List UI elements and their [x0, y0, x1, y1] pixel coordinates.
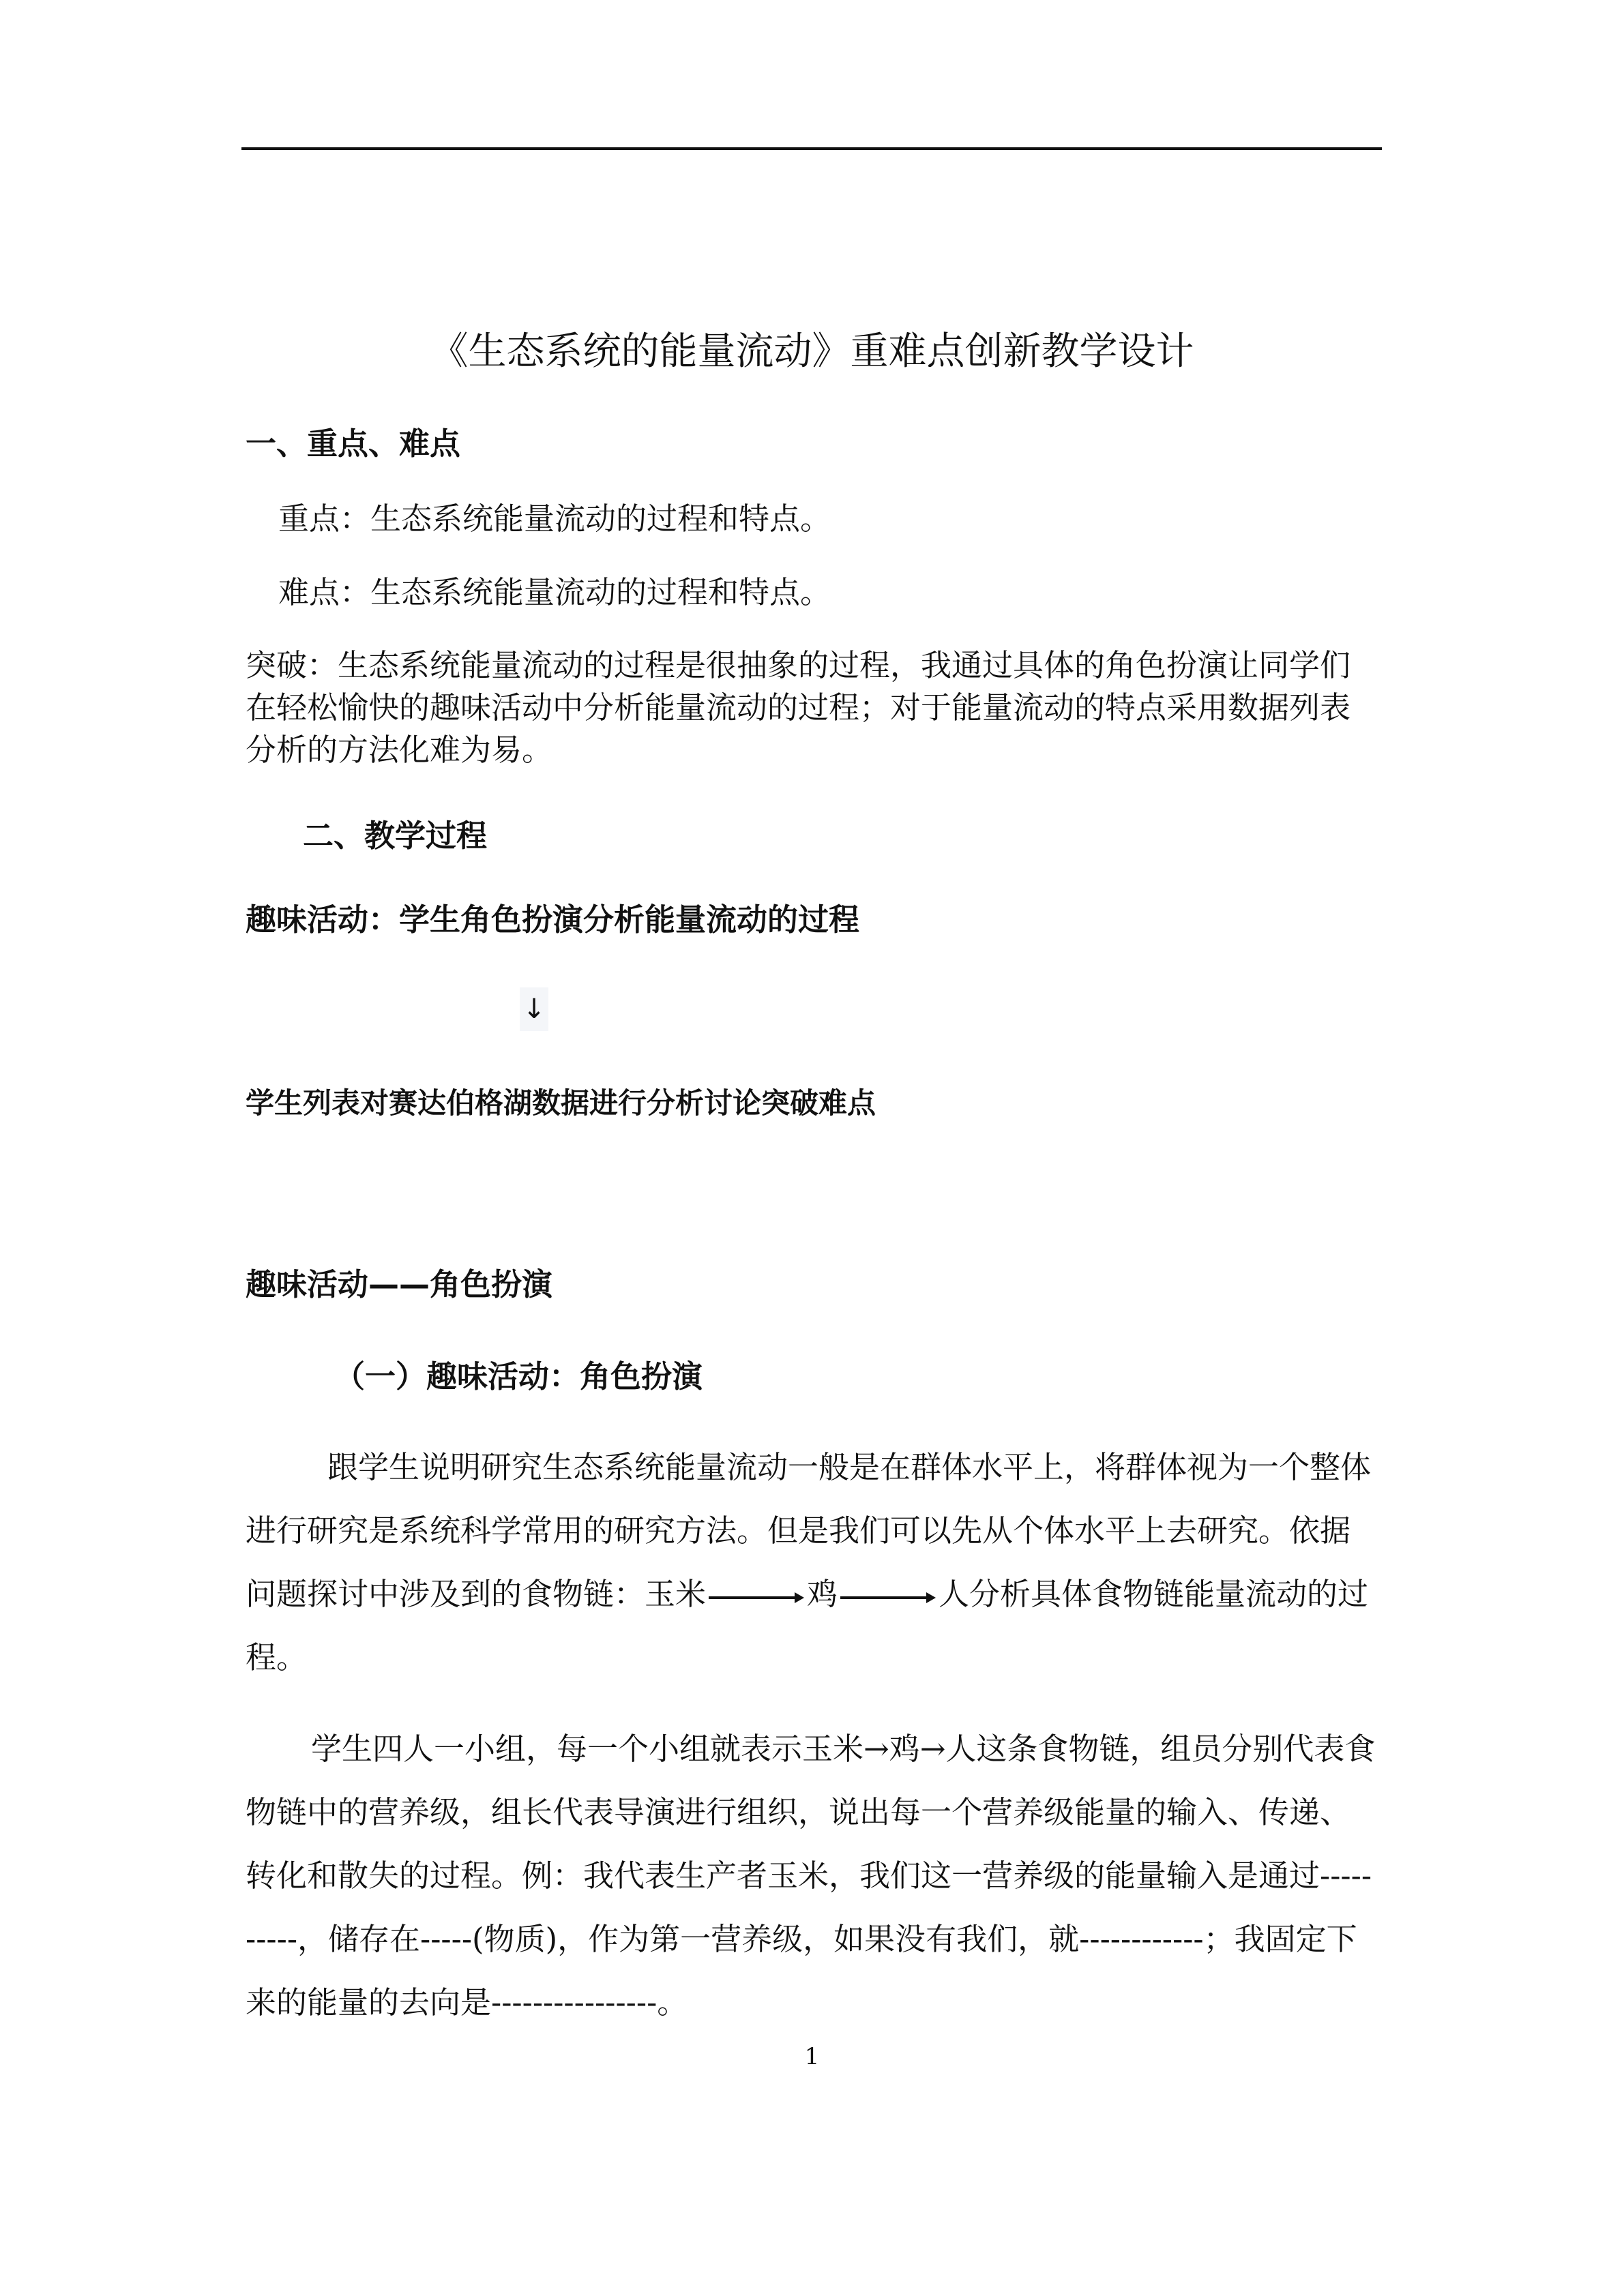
page-number: 1 [804, 2043, 820, 2070]
difficulty-text: 难点：生态系统能量流动的过程和特点。 [278, 574, 831, 610]
activity-heading: 趣味活动——角色扮演 [246, 1266, 553, 1302]
food-chain-arrow-icon [709, 1590, 804, 1604]
flow-down-arrow-icon: ↓ [520, 987, 548, 1031]
activity-paragraph-2: 学生四人一小组，每一个小组就表示玉米→鸡→人这条食物链，组员分别代表食物链中的营养级，组长代表导演进行组织，说出每一个营养级能量的输入、传递、转化和散失的过程。例：我代表生产者玉米，我们这一营养级的能量输入是通过----------，储存在-----(物质)，作为第一营养级，如果没有我们，就------------；我固定下来的能量的去向是----------------。 [246, 1731, 1376, 2021]
key-point-text: 重点：生态系统能量流动的过程和特点。 [278, 501, 831, 537]
document-title: 《生态系统的能量流动》重难点创新教学设计 [430, 329, 1194, 374]
breakthrough-paragraph: 突破：生态系统能量流动的过程是很抽象的过程，我通过具体的角色扮演让同学们在轻松愉快的趣味活动中分析能量流动的过程；对于能量流动的特点采用数据列表分析的方法化难为易。 [246, 647, 1351, 768]
food-chain-arrow-icon [840, 1590, 936, 1604]
activity-paragraph-1 [246, 1435, 1378, 1689]
header-rule [241, 147, 1382, 150]
flow-step-1: 趣味活动：学生角色扮演分析能量流动的过程 [246, 901, 860, 938]
flow-step-2: 学生列表对赛达伯格湖数据进行分析讨论突破难点 [246, 1086, 876, 1120]
activity-subheading: （一）趣味活动：角色扮演 [334, 1358, 703, 1395]
section1-heading: 一、重点、难点 [246, 426, 461, 462]
paragraph-1-text-start: 跟学生说明研究生态系统能量流动一般是在群体水平上，将群体视为一个整体进行研究是系统科学常用的研究方法。但是我们可以先从个体水平上去研究。依据问题探讨中涉及到的食物链：玉米 [246, 1449, 1372, 1612]
paragraph-1-text-mid: 鸡 [807, 1576, 838, 1612]
paragraph-1-text-end: 人分析具体食物链能量流动的过程。 [246, 1576, 1369, 1675]
section2-heading: 二、教学过程 [303, 818, 488, 854]
